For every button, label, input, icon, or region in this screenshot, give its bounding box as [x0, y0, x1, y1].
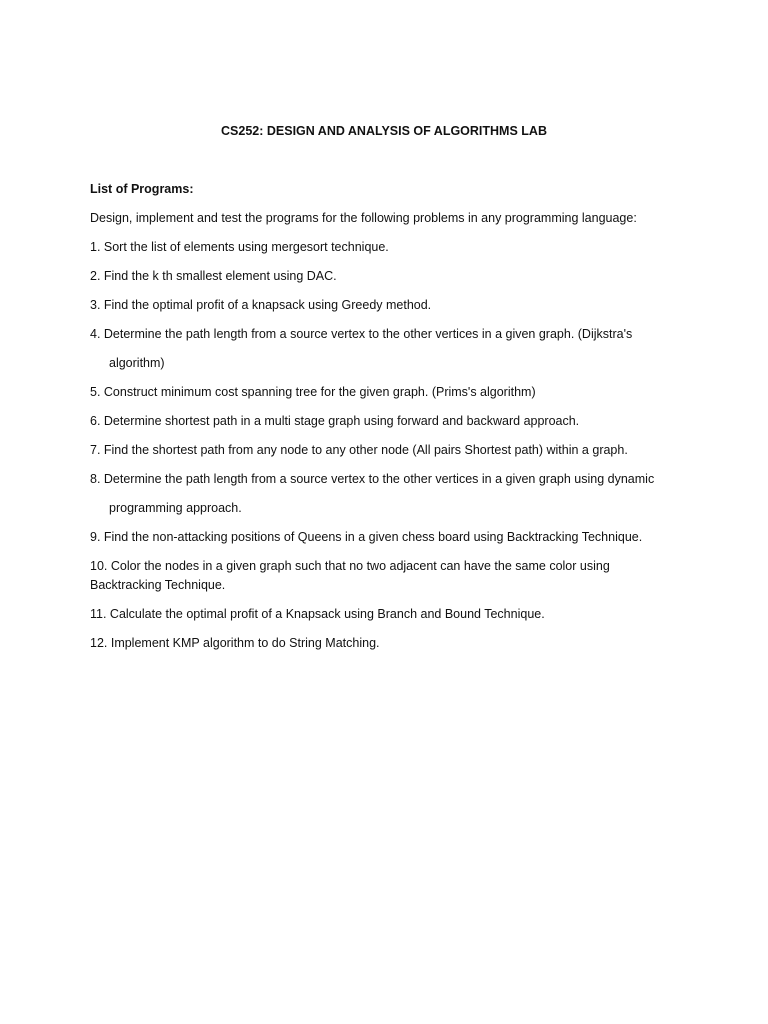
- program-item-1: [90, 239, 690, 255]
- program-item-3: [90, 297, 690, 313]
- program-item-text: 11. Calculate the optimal profit of a Knapsack using Branch and Bound Technique.: [90, 607, 545, 621]
- program-item-6: [90, 413, 690, 429]
- document-title: CS252: DESIGN AND ANALYSIS OF ALGORITHMS LAB: [221, 124, 547, 138]
- program-item-text: 8. Determine the path length from a source vertex to the other vertices in a given graph using dynamic: [90, 472, 655, 486]
- program-item-text: 5. Construct minimum cost spanning tree for the given graph. (Prims's algorithm): [90, 385, 536, 399]
- intro-paragraph: Design, implement and test the programs for the following problems in any programming language:: [90, 211, 637, 225]
- program-item-11: [90, 606, 690, 622]
- program-item-2: [90, 268, 690, 284]
- program-item-text: 7. Find the shortest path from any node to any other node (All pairs Shortest path) within a graph.: [90, 443, 628, 457]
- program-item-text: 2. Find the k th smallest element using DAC.: [90, 269, 337, 283]
- program-item-12: [90, 635, 690, 651]
- program-item-text: 3. Find the optimal profit of a knapsack using Greedy method.: [90, 298, 432, 312]
- section-heading: List of Programs:: [90, 182, 194, 196]
- program-item-continuation: Backtracking Technique.: [90, 578, 226, 592]
- program-item-5: [90, 384, 690, 400]
- program-item-text: 10. Color the nodes in a given graph such that no two adjacent can have the same color using: [90, 559, 610, 573]
- program-item-text: 6. Determine shortest path in a multi stage graph using forward and backward approach.: [90, 414, 580, 428]
- program-item-7: [90, 442, 690, 458]
- program-item-text: 4. Determine the path length from a source vertex to the other vertices in a given graph. (Dijkstra's: [90, 327, 633, 341]
- program-item-continuation: algorithm): [109, 356, 165, 370]
- program-item-continuation: programming approach.: [109, 501, 242, 515]
- program-item-10: [90, 558, 690, 593]
- program-item-9: [90, 529, 690, 545]
- document-body: [90, 181, 690, 664]
- program-list: [90, 239, 690, 651]
- program-item-text: 9. Find the non-attacking positions of Queens in a given chess board using Backtracking Technique.: [90, 530, 643, 544]
- program-item-text: 12. Implement KMP algorithm to do String Matching.: [90, 636, 380, 650]
- program-item-text: 1. Sort the list of elements using mergesort technique.: [90, 240, 389, 254]
- program-item-8: [90, 471, 690, 516]
- program-item-4: [90, 326, 690, 371]
